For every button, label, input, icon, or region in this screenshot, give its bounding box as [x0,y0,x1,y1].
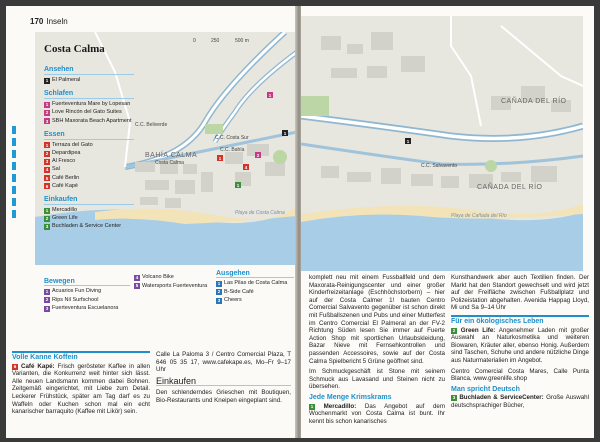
bewegen-legend [44,278,130,314]
legend-label: Acuarios Fun Diving [52,288,102,294]
green-life-text [451,327,589,365]
legend-item[interactable] [44,166,134,173]
green-life-address: Centro Comercial Costa Mares, Calle Punta Blanca, www.greenlife.shop [451,367,589,383]
legend-item[interactable] [44,109,134,116]
koffein-lead: Café Kapé: [21,362,55,370]
legend-item[interactable] [44,142,134,149]
map-marker-ansehen-1[interactable]: 1 [283,130,287,136]
legend-number-icon: 2 [45,216,49,222]
legend-item[interactable] [44,223,134,230]
kape-address: Calle La Paloma 3 / Centro Comercial Plaza, T 646 05 35 17, www.cafekape.es, Mo–Fr 9–17 Uhr [156,351,291,374]
legend-number-icon: 1 [45,288,49,294]
legend-item[interactable] [44,118,134,125]
scale-250: 250 [211,38,220,44]
legend-number-icon: 2 [217,289,221,295]
map-marker-schlafen-2[interactable]: 2 [256,152,260,158]
legend-label: Café Kapé [52,182,78,189]
legend-number-icon: 1 [45,142,49,148]
legend-heading: Schlafen [44,90,134,99]
right-col2-top: Kunsthandwerk aber auch Textilien finden. Der Markt hat den Standort gewechselt und wird jetzt auf der Freifläche zwischen Fußballplatz und Polizeistation abgehalten. Avenida Happag Lloyd, Mi und Sa 9–14 Uhr [451,274,589,312]
legend-item[interactable] [44,297,130,305]
legend-number-icon: 5 [135,283,139,289]
legend-item[interactable] [44,77,134,84]
essen-6-icon: 6 [13,363,17,369]
einkaufen-3-icon: 3 [452,395,456,401]
legend-label: B-Side Café [224,288,254,295]
legend-number-icon: 5 [45,175,49,181]
map-label-bahia: BAHÍA CALMA [145,152,198,159]
green-life-body: Angenehmer Laden mit großer Auswahl an Naturkosmetika und weiteren Biowaren, Kräuter aller, ebenso Honig. Außerdem sind Taschen, Schuhe und andere nützliche Dinge aus Naturmaterialien im Angebot. [451,326,589,364]
buchladen-lead: Buchladen & ServiceCenter: [459,394,544,402]
map-marker-ansehen-right[interactable]: 1 [406,138,410,144]
right-column-1 [309,274,445,428]
left-column-2 [156,351,291,408]
krimskrams-text [309,403,445,426]
page-number: 170 [30,17,44,26]
legend-label: Café Berlin [52,174,80,181]
scale-0: 0 [193,38,196,44]
bewegen-legend-continued [134,274,220,291]
map-label-costa-sur: C.C. Costa Sur [215,135,249,141]
map-marker-essen-1[interactable]: 1 [218,155,222,161]
legend-label: Fuerteventura Mare by Lopesan [52,101,131,108]
legend-item[interactable] [44,158,134,165]
right-page [301,6,594,438]
map-title: Costa Calma [44,43,105,55]
ausgehen-legend [216,270,294,306]
legend-number-icon: 2 [45,297,49,303]
legend-item[interactable] [216,297,294,305]
map-marker-schlafen-1[interactable]: 1 [268,92,272,98]
legend-label: Al Fresco [52,158,76,165]
legend-number-icon: 1 [217,280,221,286]
legend-label: Terraza del Gato [52,141,93,148]
map-right-graphic [301,16,583,271]
right-col1-para2: Im Schmuckgeschäft ist Stone mit seinem Schmuck aus Lavasand und Steinen nicht zu übersehen. [309,368,445,391]
koffein-body: Frisch gerösteter Kaffee in allen Varianten, die Konkurrenz weit hinter sich lässt. Alle neuen Landsmann kommen dabei Bohnen. Zeitgemäß eingerichtet, mit Liebe zum Detail. Leckerer Frühstück, später am Tag darf es zu Waffeln oder Kuchen schon mal ein echt kanarischer barraquito (Kaffee mit Likör) sein. [12,362,150,416]
map-label-beliverde: C.C. Beliverde [135,122,168,128]
map-label-salvavento: C.C. Salvavento [421,163,458,169]
legend-label: Volcano Bike [142,274,174,280]
legend-label: Las Pilas de Costa Calma [224,280,288,286]
green-life-lead: Green Life: [460,326,496,334]
legend-label: SBH Maxorata Beach Apartment [52,117,132,124]
krimskrams-heading: Jede Menge Krimskrams [309,393,392,401]
map-label-canada-1: CAÑADA DEL RÍO [501,98,567,105]
chapter-tab-strip [12,126,16,220]
legend-item[interactable] [44,101,134,108]
legend-label: Love Rincón del Gato Suites [52,109,122,116]
legend-item[interactable] [44,305,130,313]
legend-heading: Ansehen [44,66,134,75]
oeko-heading: Für ein ökologisches Leben [451,315,589,326]
legend-label: Watersports Fuerteventura [142,282,208,289]
legend-number-icon: 3 [45,305,49,311]
page-header [30,17,68,26]
legend-label: Sal [52,166,60,173]
legend-label: Green Life [52,215,78,222]
legend-label: Mercadillo [52,207,78,214]
map-label-bahia-sub: Costa Calma [155,160,184,166]
left-column-1 [12,351,150,419]
legend-number-icon: 4 [135,274,139,280]
costa-calma-map-right[interactable] [301,16,583,271]
legend-label: El Palmeral [52,77,81,83]
legend-label: Cheers [224,297,242,303]
legend-item[interactable] [134,280,221,291]
buchladen-text [451,394,589,409]
ausgehen-heading: Ausgehen [216,270,294,278]
einkaufen-1-icon: 1 [310,403,314,409]
legend-item[interactable] [44,183,134,190]
legend-number-icon: 2 [45,150,49,156]
legend-item[interactable] [44,175,134,182]
map-marker-essen-4[interactable]: 4 [244,164,248,170]
legend-number-icon: 3 [217,297,221,303]
map-label-canada-2: CAÑADA DEL RÍO [477,184,543,191]
einkaufen-2-icon: 2 [452,327,456,333]
legend-item[interactable] [216,289,294,297]
map-label-playa: Playa de Costa Calma [235,210,285,216]
bewegen-heading: Bewegen [44,278,130,286]
running-title: Inseln [46,17,68,26]
krimskrams-lead: Mercadillo: [323,402,357,410]
legend-item[interactable] [44,150,134,157]
map-label-bahia-cc: C.C. Bahía [220,147,245,153]
map-label-playa-canada: Playa de Cañada del Río [451,213,507,219]
legend-item[interactable] [44,207,134,214]
krimskrams-body: Das Angebot auf dem Wochenmarkt von Costa Calma ist bunt. Ihr kennt bis schon kanarisches [309,402,445,425]
legend-number-icon: 3 [45,118,49,124]
legend-label: Buchladen & Service Center [52,223,122,230]
legend-number-icon: 6 [45,183,49,189]
einkaufen-heading: Einkaufen [156,378,291,387]
legend-heading: Essen [44,131,134,140]
koffein-text [12,363,150,416]
koffein-heading: Volle Kanne Koffein [12,351,150,362]
legend-number-icon: 1 [45,77,49,83]
legend-item[interactable] [134,274,220,282]
legend-number-icon: 1 [45,102,49,108]
legend-label: Fuerteventura Escuelanora [52,305,119,311]
legend-label: Depardipea [52,150,81,157]
legend-number-icon: 3 [45,159,49,165]
right-col1-para1: komplett neu mit einem Fussballfeld und dem Maxorata-Reinigungscenter und einer großer Kinderfreizeitanlage (Eschhöchstorbern) – hier auf der Costa Calmer 1! bauten Centro Comercial Salvavento gegenüber ist schon direkt mit Fußballszenen und Pubs und einer Mutterfest im Centro Comercial El Palmeral an der FV-2 Richtung Süden lesen Sie immer auf Fuerte Action Shop mit sportlichen Urlaubskleidung, Bazar Nieve mit Fernsehkontrollen und passenden Accessoires, sowie auf der Costa Calma Spielbericht 5 Grüne geöffnet sind. [309,274,445,365]
scale-500: 500 m [235,38,249,44]
legend-heading: Einkaufen [44,196,134,205]
legend-number-icon: 2 [45,110,49,116]
legend-item[interactable] [216,280,294,288]
map-marker-einkaufen-1[interactable]: 1 [236,182,240,188]
legend-number-icon: 1 [45,207,49,213]
einkaufen-text: Den schlenderndes Grieschen mit Boutiquen, Bio-Restaurants und Kneipen eingeplant sind. [156,389,291,404]
legend-number-icon: 4 [45,167,49,173]
left-page [6,6,297,438]
legend-label: Rips Nil Surfschool [52,296,99,303]
right-column-2 [451,274,589,413]
legend-item[interactable] [44,215,134,222]
map-legend [44,60,134,232]
deutsch-heading: Man spricht Deutsch [451,385,520,393]
buchladen-body: Große Auswahl deutschsprachiger Bücher, [451,394,589,409]
legend-item[interactable] [44,288,130,296]
legend-number-icon: 3 [45,224,49,230]
